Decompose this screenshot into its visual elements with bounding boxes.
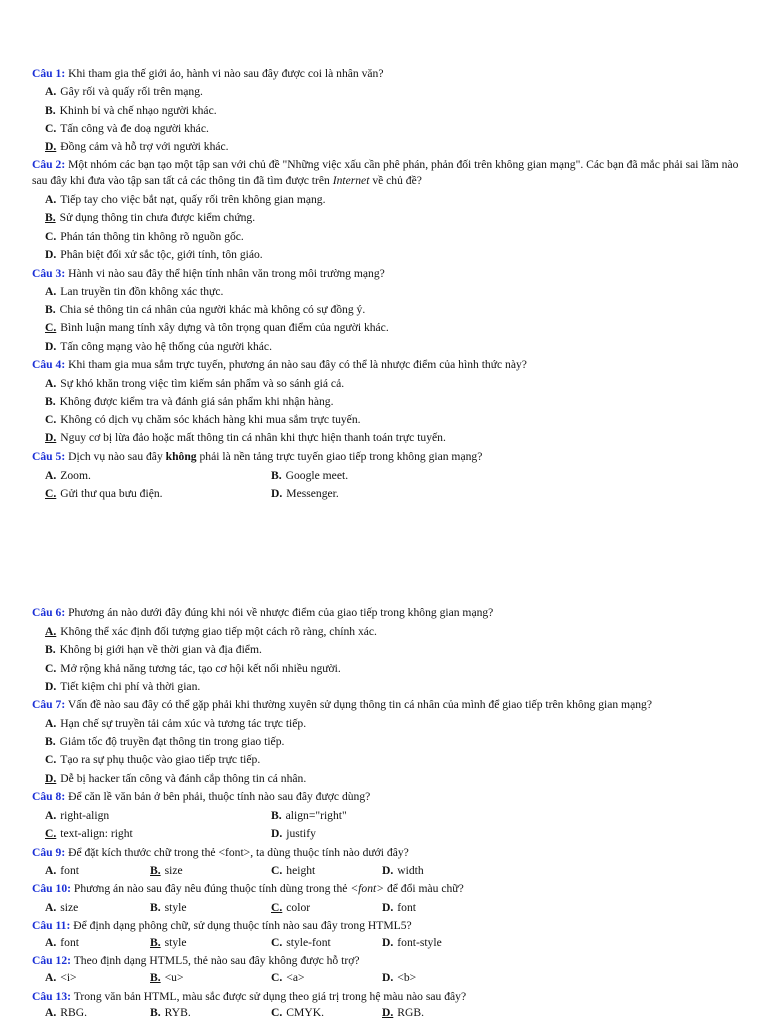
question-11: Câu 11: Để định dạng phông chữ, sử dụng thuộc tính nào sau đây trong HTML5?: [32, 919, 412, 932]
question-number: Câu 9:: [32, 846, 66, 859]
question-9: Câu 9: Để đặt kích thước chữ trong thẻ <font>, ta dùng thuộc tính nào dưới đây?: [32, 846, 409, 859]
option-c: C. height: [271, 864, 316, 877]
question-number: Câu 2:: [32, 158, 66, 171]
option-a: A. RBG.: [45, 1006, 88, 1019]
option-c: C. style-font: [271, 936, 331, 949]
option-c: C. <a>: [271, 971, 305, 984]
option-d: D. width: [382, 864, 424, 877]
question-4: Câu 4: Khi tham gia mua sắm trực tuyến, phương án nào sau đây có thể là nhược điểm của hình thức này?: [32, 358, 527, 371]
option-a: A. Lan truyền tin đồn không xác thực.: [45, 285, 224, 298]
option-d: D. <b>: [382, 971, 417, 984]
option-a: A. Tiếp tay cho việc bắt nạt, quấy rối trên không gian mạng.: [45, 193, 326, 206]
question-number: Câu 10:: [32, 882, 71, 895]
option-c: C. CMYK.: [271, 1006, 324, 1019]
question-8: Câu 8: Để căn lề văn bản ở bên phải, thuộc tính nào sau đây được dùng?: [32, 790, 371, 803]
option-b: B. Không bị giới hạn về thời gian và địa điểm.: [45, 643, 262, 656]
option-c: C. Mở rộng khả năng tương tác, tạo cơ hội kết nối nhiều người.: [45, 662, 341, 675]
question-1: [32, 66, 744, 82]
option-b: B. align="right": [271, 809, 347, 822]
option-d-answer: D. RGB.: [382, 1006, 425, 1019]
option-c-answer: C. Gửi thư qua bưu điện.: [45, 487, 163, 500]
option-b-answer: B. style: [150, 936, 187, 949]
option-b: B. Khinh bỉ và chế nhạo người khác.: [45, 104, 217, 117]
option-d: D. Tấn công mạng vào hệ thống của người khác.: [45, 340, 272, 353]
option-b-answer: B. size: [150, 864, 183, 877]
question-number: Câu 5:: [32, 450, 66, 463]
option-b: B. Chia sẻ thông tin cá nhân của người khác mà không có sự đồng ý.: [45, 303, 366, 316]
option-b: B. RYB.: [150, 1006, 191, 1019]
question-6: Câu 6: Phương án nào dưới đây đúng khi nói về nhược điểm của giao tiếp trong không gian mạng?: [32, 606, 494, 619]
question-12: Câu 12: Theo định dạng HTML5, thẻ nào sau đây không được hỗ trợ?: [32, 954, 360, 967]
option-d: D. Tiết kiệm chi phí và thời gian.: [45, 680, 201, 693]
question-10: Câu 10: Phương án nào sau đây nêu đúng thuộc tính dùng trong thẻ <font> để đổi màu chữ?: [32, 882, 464, 895]
option-a: A. size: [45, 901, 79, 914]
option-c-answer: C. Bình luận mang tính xây dựng và tôn trọng quan điểm của người khác.: [45, 321, 389, 334]
question-text: Khi tham gia thế giới ảo, hành vi nào sau đây được coi là nhân văn?: [68, 67, 384, 80]
question-number: Câu 6:: [32, 606, 66, 619]
option-d: D. font: [382, 901, 416, 914]
option-c: C. Tấn công và đe doạ người khác.: [45, 122, 209, 135]
option-c-answer: C. text-align: right: [45, 827, 133, 840]
option-a: A. font: [45, 936, 79, 949]
option-a-answer: A. Không thể xác định đối tượng giao tiếp một cách rõ ràng, chính xác.: [45, 625, 377, 638]
question-number: Câu 1:: [32, 67, 66, 80]
option-c: C. Tạo ra sự phụ thuộc vào giao tiếp trực tiếp.: [45, 753, 261, 766]
question-number: Câu 4:: [32, 358, 66, 371]
option-a: A. Hạn chế sự truyền tải cảm xúc và tương tác trực tiếp.: [45, 717, 307, 730]
option-d-answer: D. Nguy cơ bị lừa đảo hoặc mất thông tin cá nhân khi thực hiện thanh toán trực tuyến.: [45, 431, 446, 444]
question-number: Câu 8:: [32, 790, 66, 803]
option-b: B. Giảm tốc độ truyền đạt thông tin trong giao tiếp.: [45, 735, 285, 748]
option-d: D. Messenger.: [271, 487, 339, 500]
question-2: Câu 2: Một nhóm các bạn tạo một tập san với chủ đề "Những việc xấu cần phê phán, phản đối trên không gian mạng". Các bạn đã mắc phải sai lầm nào sau đây khi đưa vào tập san tất cả các thông tin đã tìm được trên Internet về chủ đề?: [32, 158, 739, 187]
option-d: D. Phân biệt đối xử sắc tộc, giới tính, tôn giáo.: [45, 248, 263, 261]
question-number: Câu 12:: [32, 954, 71, 967]
option-c-answer: C. color: [271, 901, 311, 914]
option-a: A. Sự khó khăn trong việc tìm kiếm sản phẩm và so sánh giá cả.: [45, 377, 345, 390]
question-number: Câu 13:: [32, 990, 71, 1003]
option-c: C. Phán tán thông tin không rõ nguồn gốc.: [45, 230, 244, 243]
question-number: Câu 11:: [32, 919, 71, 932]
option-a: A. right-align: [45, 809, 110, 822]
option-a: A. <i>: [45, 971, 77, 984]
option-b: B. Không được kiểm tra và đánh giá sản phẩm khi nhận hàng.: [45, 395, 334, 408]
option-b: B. Google meet.: [271, 469, 349, 482]
option-d: D. justify: [271, 827, 316, 840]
question-13: Câu 13: Trong văn bản HTML, màu sắc được sử dụng theo giá trị trong hệ màu nào sau đây?: [32, 990, 467, 1003]
option-a: A. Gây rối và quấy rối trên mạng.: [45, 85, 203, 98]
option-b-answer: B. Sử dụng thông tin chưa được kiểm chứng.: [45, 211, 256, 224]
question-7: Câu 7: Vấn đề nào sau đây có thể gặp phải khi thường xuyên sử dụng thông tin cá nhân của mình để giao tiếp trên không gian mạng?: [32, 698, 652, 711]
question-number: Câu 7:: [32, 698, 66, 711]
option-a: A. Zoom.: [45, 469, 91, 482]
question-number: Câu 3:: [32, 267, 66, 280]
question-5: Câu 5: Dịch vụ nào sau đây không phải là nền tảng trực tuyến giao tiếp trong không gian mạng?: [32, 450, 483, 463]
question-3: Câu 3: Hành vi nào sau đây thể hiện tính nhân văn trong môi trường mạng?: [32, 267, 385, 280]
option-d: D. font-style: [382, 936, 442, 949]
option-c: C. Không có dịch vụ chăm sóc khách hàng khi mua sắm trực tuyến.: [45, 413, 361, 426]
option-a: A. font: [45, 864, 79, 877]
option-b: B. style: [150, 901, 187, 914]
option-d-answer: D. Đồng cảm và hỗ trợ với người khác.: [45, 140, 229, 153]
option-d-answer: D. Dễ bị hacker tấn công và đánh cắp thông tin cá nhân.: [45, 772, 307, 785]
option-b-answer: B. <u>: [150, 971, 184, 984]
